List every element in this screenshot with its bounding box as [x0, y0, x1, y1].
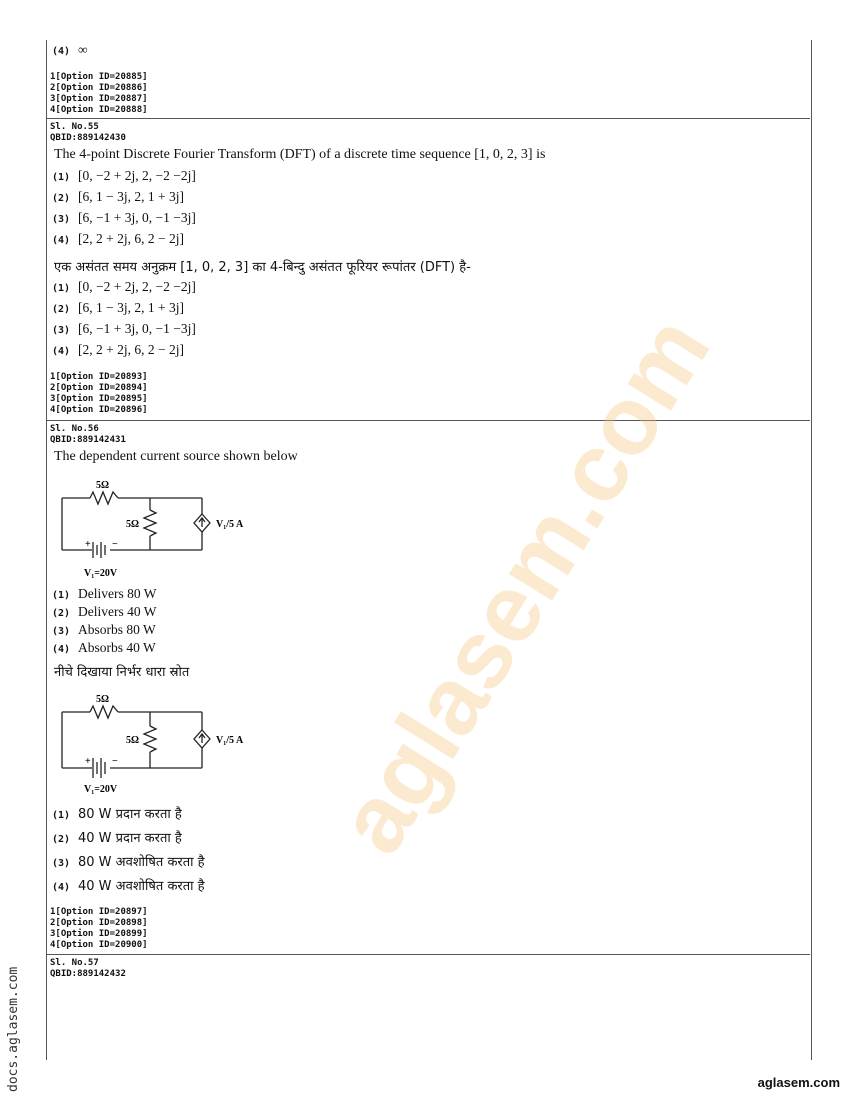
- q55-option-en-1: (1) [0, −2 + 2j, 2, −2 −2j]: [52, 168, 196, 183]
- q56-battery-minus-hi: −: [112, 756, 118, 767]
- q56-option-hi-2: (2) 40 W प्रदान करता है: [52, 831, 182, 846]
- q55-option-hi-2: (2) [6, 1 − 3j, 2, 1 + 3j]: [52, 300, 184, 315]
- q56-battery-minus-en: −: [112, 539, 118, 550]
- q56-option-en-3: (3) Absorbs 80 W: [52, 622, 156, 637]
- q56-option-en-2: (2) Delivers 40 W: [52, 604, 157, 619]
- footer-brand: aglasem.com: [757, 1075, 840, 1090]
- q56-resistor-series-label-hi: 5Ω: [96, 694, 110, 705]
- q56-battery-plus-en: +: [85, 539, 91, 550]
- q56-option-hi-3: (3) 80 W अवशोषित करता है: [52, 855, 205, 870]
- separator: [46, 420, 810, 421]
- q55-option-ids: 1[Option ID=20893] 2[Option ID=20894] 3[Option ID=20895] 4[Option ID=20896]: [50, 372, 148, 415]
- q56-circuit-diagram-hi: [52, 686, 262, 798]
- q55-question-en: The 4-point Discrete Fourier Transform (DFT) of a discrete time sequence [1, 0, 2, 3] is: [54, 147, 546, 162]
- q56-resistor-shunt-label-hi: 5Ω: [126, 735, 140, 746]
- q56-option-ids: 1[Option ID=20897] 2[Option ID=20898] 3[Option ID=20899] 4[Option ID=20900]: [50, 907, 148, 950]
- q56-resistor-series-label-en: 5Ω: [96, 480, 110, 491]
- q57-qbid: QBID:889142432: [50, 969, 126, 979]
- q55-question-hi: एक असंतत समय अनुक्रम [1, 0, 2, 3] का 4-बिन्दु असंतत फूरियर रूपांतर (DFT) है-: [54, 260, 471, 275]
- q55-option-en-2: (2) [6, 1 − 3j, 2, 1 + 3j]: [52, 189, 184, 204]
- q56-source-label-en: V₁/5 A: [216, 519, 244, 530]
- q56-question-en: The dependent current source shown below: [54, 449, 298, 464]
- q55-option-en-4: (4) [2, 2 + 2j, 6, 2 − 2j]: [52, 231, 184, 246]
- q55-option-hi-3: (3) [6, −1 + 3j, 0, −1 −3j]: [52, 321, 196, 336]
- q56-option-en-4: (4) Absorbs 40 W: [52, 640, 156, 655]
- watermark: aglasem.com: [317, 298, 731, 872]
- q56-option-hi-1: (1) 80 W प्रदान करता है: [52, 807, 182, 822]
- q55-option-en-3: (3) [6, −1 + 3j, 0, −1 −3j]: [52, 210, 196, 225]
- side-website-text: docs.aglasem.com: [6, 966, 21, 1092]
- prev-option-4: (4) ∞: [52, 42, 88, 57]
- q56-option-hi-4: (4) 40 W अवशोषित करता है: [52, 879, 205, 894]
- q56-resistor-shunt-label-en: 5Ω: [126, 519, 140, 530]
- q56-battery-label-en: V₁=20V: [84, 568, 118, 579]
- q56-option-en-1: (1) Delivers 80 W: [52, 586, 157, 601]
- q56-qbid: QBID:889142431: [50, 435, 126, 445]
- q57-serial: Sl. No.57: [50, 958, 99, 968]
- q56-source-label-hi: V₁/5 A: [216, 735, 244, 746]
- q56-serial: Sl. No.56: [50, 424, 99, 434]
- q55-option-hi-1: (1) [0, −2 + 2j, 2, −2 −2j]: [52, 279, 196, 294]
- q56-battery-plus-hi: +: [85, 756, 91, 767]
- q56-battery-label-hi: V₁=20V: [84, 784, 118, 795]
- q55-serial: Sl. No.55: [50, 122, 99, 132]
- q56-question-hi: नीचे दिखाया निर्भर धारा स्रोत: [54, 665, 190, 680]
- separator: [46, 954, 810, 955]
- prev-option-ids: 1[Option ID=20885] 2[Option ID=20886] 3[Option ID=20887] 4[Option ID=20888]: [50, 72, 148, 115]
- separator: [46, 118, 810, 119]
- q55-qbid: QBID:889142430: [50, 133, 126, 143]
- q55-option-hi-4: (4) [2, 2 + 2j, 6, 2 − 2j]: [52, 342, 184, 357]
- q56-circuit-diagram-en: [52, 472, 262, 584]
